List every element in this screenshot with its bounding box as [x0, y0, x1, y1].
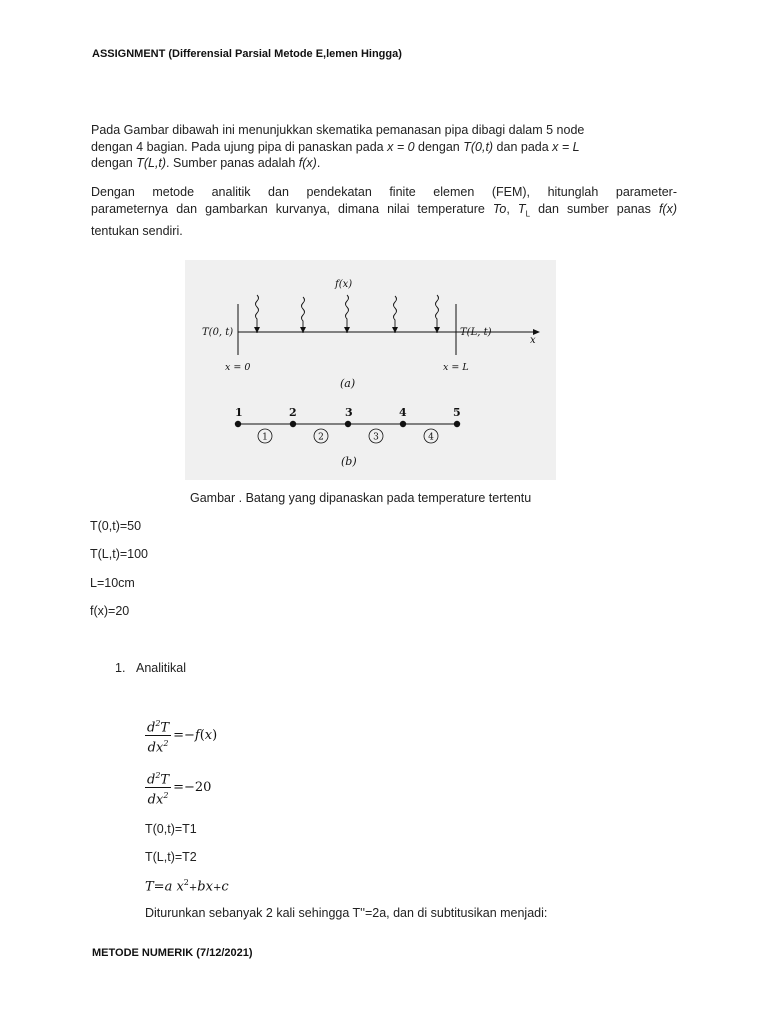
element-label: 4 [428, 432, 434, 443]
intro-line-1: Pada Gambar dibawah ini menunjukkan skematika pemanasan pipa dibagi dalam 5 node [91, 123, 585, 137]
intro-paragraph [91, 122, 636, 172]
pipe-schematic-figure [185, 260, 556, 480]
mesh-node [345, 421, 351, 427]
mesh-node [290, 421, 296, 427]
node-label: 5 [453, 406, 461, 419]
mesh-node [454, 421, 460, 427]
equation-ode-general: $\frac{d^2T}{dx^2}$ =−f(x) [145, 716, 217, 756]
node-label: 2 [289, 406, 297, 419]
figure-panel [185, 260, 556, 480]
part-b-label: (b) [341, 455, 357, 468]
boundary-condition-1: T(0,t)=T1 [145, 822, 197, 836]
mesh-node [235, 421, 241, 427]
left-boundary-label: T(0, t) [202, 327, 234, 338]
boundary-condition-2: T(L,t)=T2 [145, 850, 197, 864]
xL-label: x = L [443, 362, 469, 373]
mesh-node [400, 421, 406, 427]
section-number: 1. [115, 661, 126, 675]
node-label: 4 [399, 406, 407, 419]
element-number-labels [262, 433, 434, 443]
intro-line-3: dengan T(L,t). Sumber panas adalah f(x). [91, 156, 321, 170]
part-a-label: (a) [340, 377, 356, 390]
node-number-labels [235, 406, 461, 419]
given-length: L=10cm [90, 576, 135, 590]
intro-line-2: dengan 4 bagian. Pada ujung pipa di panaskan pada x = 0 dengan T(0,t) dan pada x = L [91, 139, 580, 154]
document-footer: METODE NUMERIK (7/12/2021) [92, 947, 253, 959]
second-derivative-fraction: $\frac{d^2T}{dx^2}$ [145, 768, 171, 808]
task-line-1: Dengan metode analitik dan pendekatan finite elemen (FEM), hitunglah parameter- [91, 185, 677, 199]
element-label: 1 [262, 432, 268, 443]
derivation-note: Diturunkan sebanyak 2 kali sehingga T''=2a, dan di subtitusikan menjadi: [145, 906, 548, 920]
equation-ode-specific: $\frac{d^2T}{dx^2}$ =−20 [145, 768, 211, 808]
x0-label: x = 0 [225, 362, 251, 373]
given-tl: T(L,t)=100 [90, 547, 149, 561]
figure-caption: Gambar . Batang yang dipanaskan pada temperature tertentu [190, 491, 532, 505]
document-header: ASSIGNMENT (Differensial Parsial Metode E,lemen Hingga) [92, 48, 402, 60]
element-label: 3 [373, 432, 379, 443]
section-title: Analitikal [136, 661, 187, 675]
polynomial-solution: T=a $x^2+bx+c$ [145, 878, 229, 895]
heat-source-label: f(x) [335, 279, 353, 290]
node-label: 3 [345, 406, 353, 419]
second-derivative-fraction: $\frac{d^2T}{dx^2}$ [145, 716, 171, 756]
node-label: 1 [235, 406, 243, 419]
task-line-2: parameternya dan gambarkan kurvanya, dimana nilai temperature To, $T_L$ dan sumber panas f(x) [91, 201, 677, 218]
task-line-3: tentukan sendiri. [91, 223, 183, 238]
x-axis-label: x [530, 335, 536, 346]
right-boundary-label: T(L, t) [460, 327, 492, 338]
given-source: f(x)=20 [90, 604, 130, 618]
task-paragraph [91, 184, 677, 239]
given-t0: T(0,t)=50 [90, 519, 142, 533]
element-label: 2 [318, 432, 324, 443]
element-circles [258, 429, 438, 443]
